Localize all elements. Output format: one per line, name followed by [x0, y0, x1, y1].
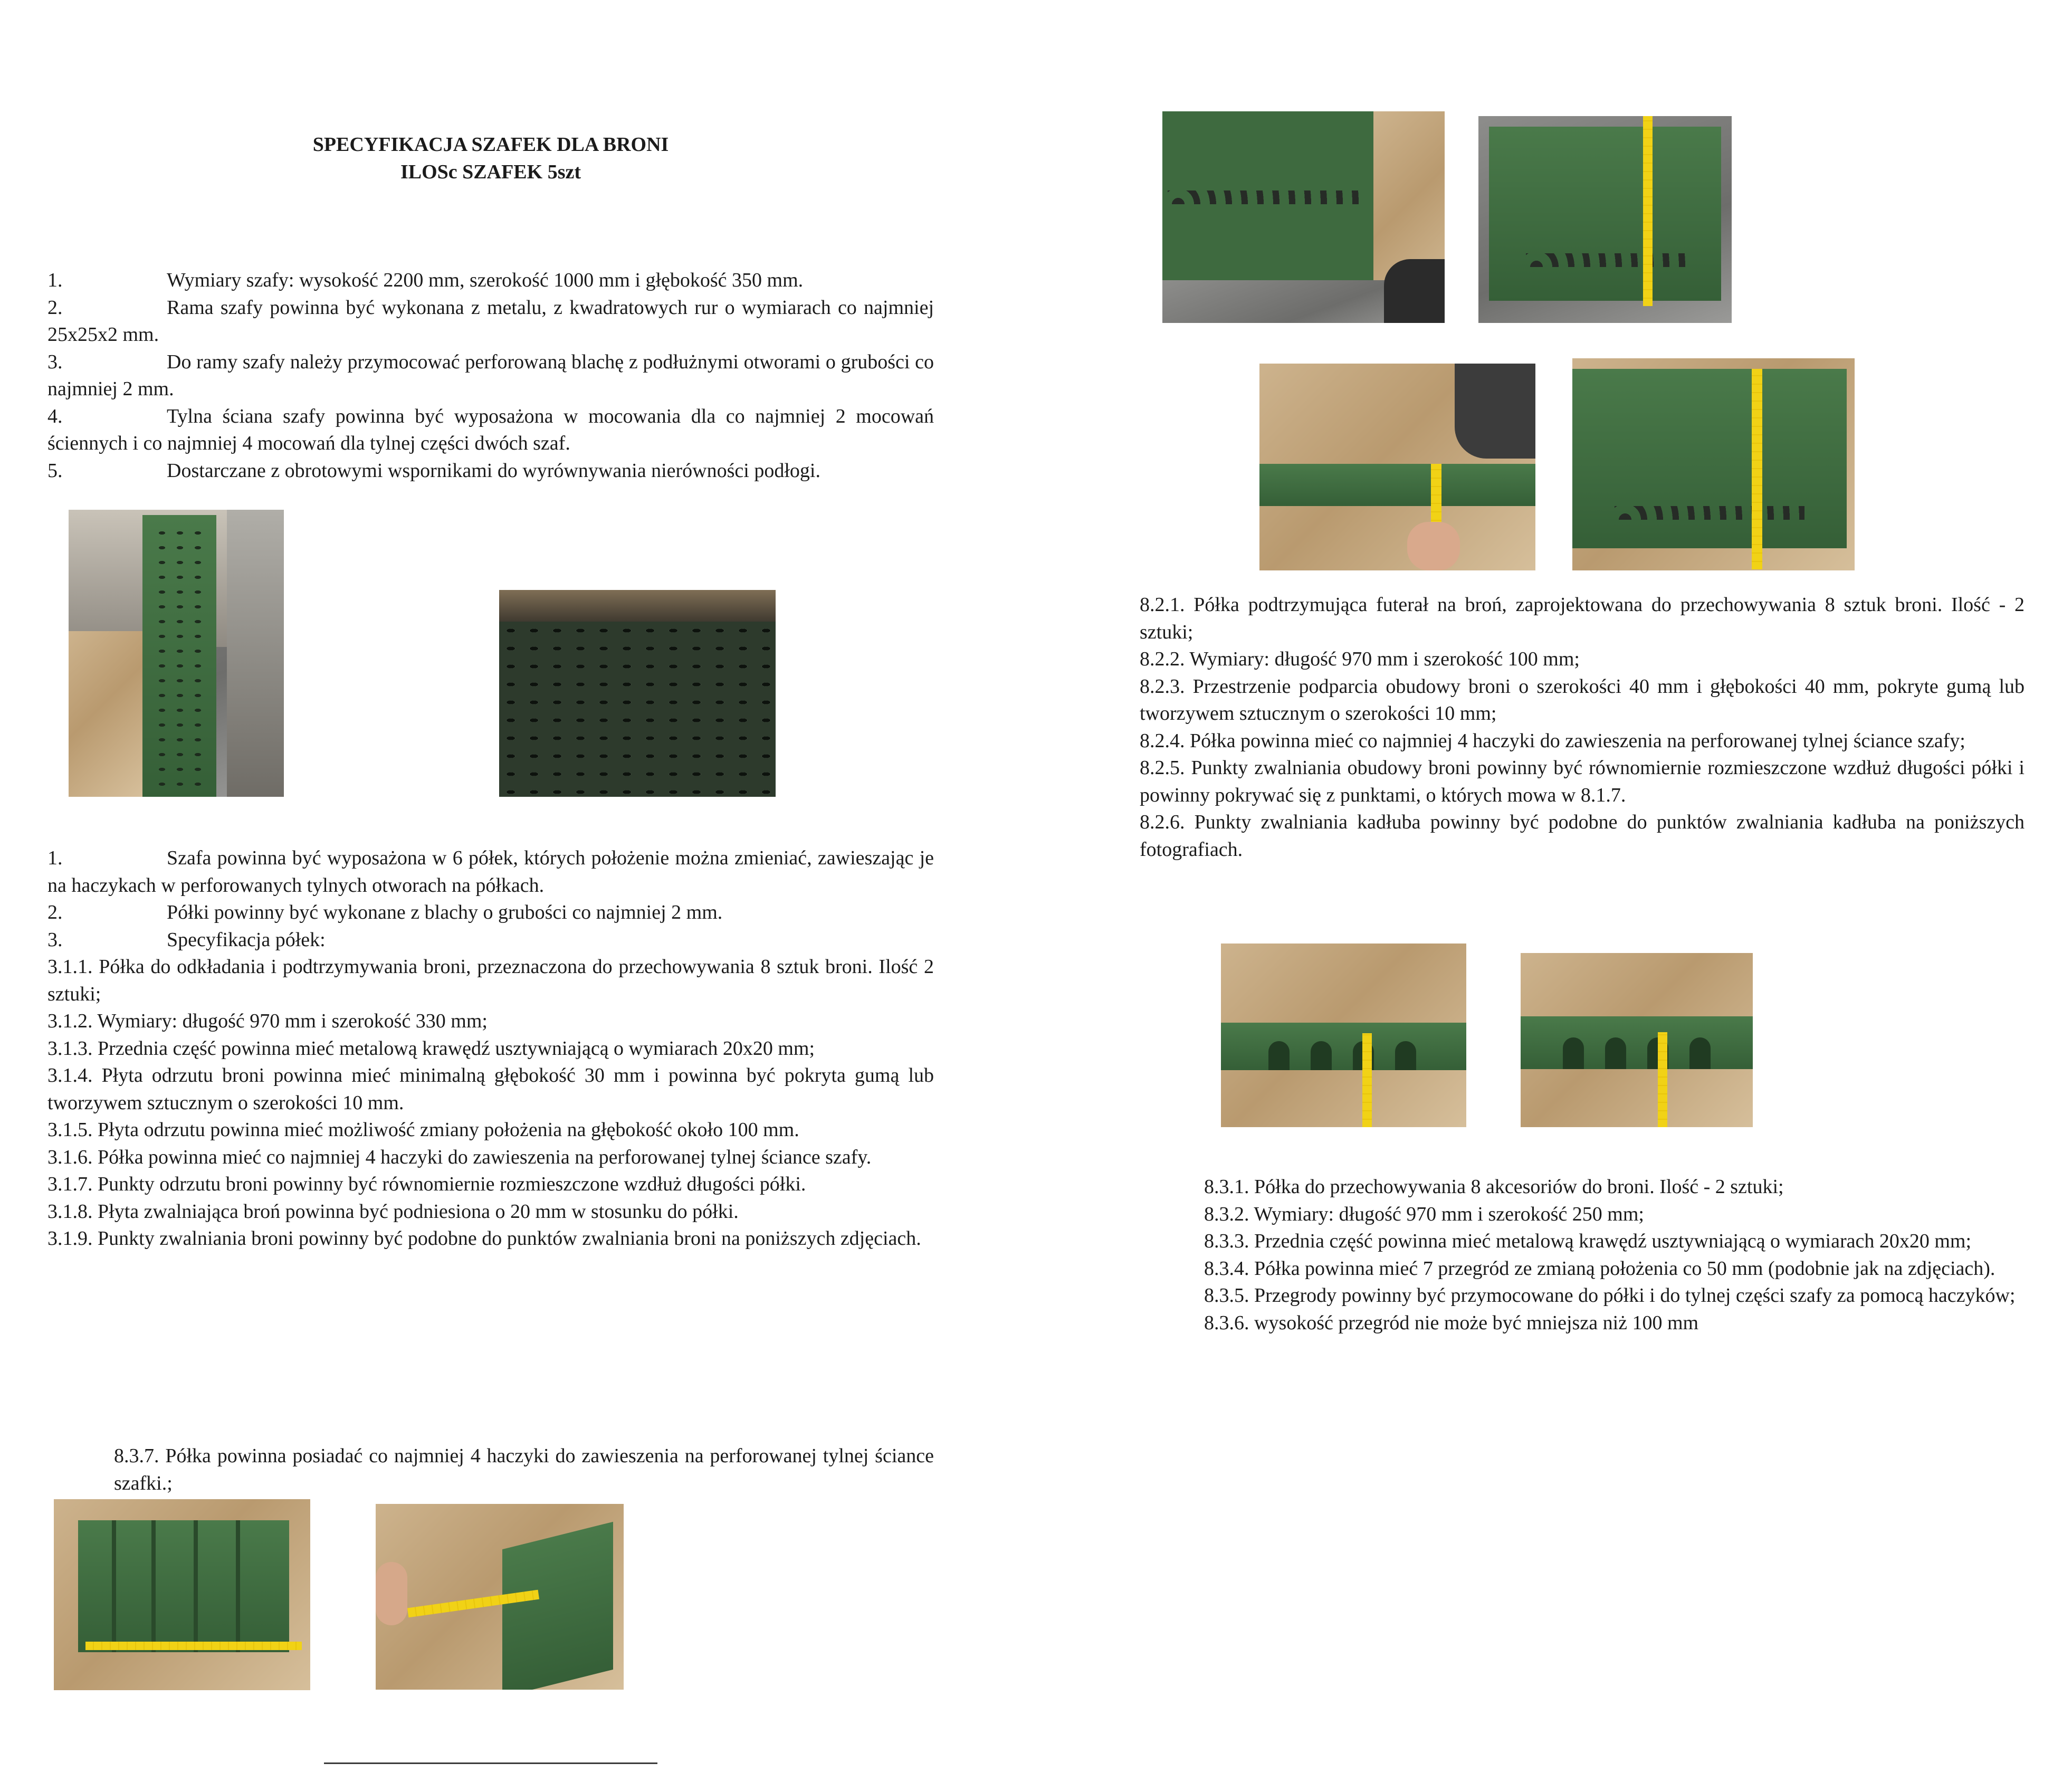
spec-item: 8.3.3. Przednia część powinna mieć metalową krawędź usztywniającą o wymiarach 20x20 mm;: [1204, 1230, 1972, 1252]
list-text: Tylna ściana szafy powinna być wyposażona w mocowania dla co najmniej 2 mocowań ściennych i co najmniej 4 mocowań dla tylnej części dwóch szaf.: [47, 405, 934, 454]
spec-item: 8.2.5. Punkty zwalniania obudowy broni powinny być równomiernie rozmieszczone wzdłuż długości półki i powinny pokrywać się z punktami, o których mowa w 8.1.7.: [1140, 757, 2025, 806]
case-shelf-photo-2: [1521, 953, 1753, 1127]
list-text: Do ramy szafy należy przymocować perforowaną blachę z podłużnymi otworami o grubości co najmniej 2 mm.: [47, 350, 934, 400]
cabinet-photo: [69, 510, 284, 797]
list-number: 2.: [47, 296, 63, 319]
list-text: Dostarczane z obrotowymi wspornikami do wyrównywania nierówności podłogi.: [167, 459, 820, 482]
list-item: [47, 403, 934, 458]
spec-item: 8.2.2. Wymiary: długość 970 mm i szerokość 100 mm;: [1140, 648, 1580, 670]
shelf-photo-1: [1162, 111, 1445, 323]
shelf-photo-3: [1259, 364, 1535, 570]
divided-shelf-photo: [54, 1499, 310, 1690]
list-text: Rama szafy powinna być wykonana z metalu, z kwadratowych rur o wymiarach co najmniej 25x25x2 mm.: [47, 296, 934, 346]
spec-item: 3.1.2. Wymiary: długość 970 mm i szerokość 330 mm;: [47, 1010, 488, 1032]
spec-item: 8.2.4. Półka powinna mieć co najmniej 4 haczyki do zawieszenia na perforowanej tylnej ściance szafy;: [1140, 729, 1965, 752]
spec-item: 8.3.4. Półka powinna mieć 7 przegród ze zmianą położenia co 50 mm (podobnie jak na zdjęciach).: [1204, 1257, 1995, 1280]
spec-item: 8.3.1. Półka do przechowywania 8 akcesoriów do broni. Ilość - 2 sztuki;: [1204, 1176, 1784, 1198]
list-item: [47, 294, 934, 349]
list-number: 3.: [47, 928, 63, 951]
accessory-shelf-spec: [1140, 1174, 2025, 1337]
spec-item: 3.1.7. Punkty odrzutu broni powinny być równomiernie rozmieszczone wzdłuż długości półki.: [47, 1173, 806, 1195]
list-number: 1.: [47, 847, 63, 869]
spec-item: 3.1.8. Płyta zwalniająca broń powinna być podniesiona o 20 mm w stosunku do półki.: [47, 1200, 739, 1223]
shelf-photo-2: [1478, 116, 1732, 323]
spec-item: 8.3.2. Wymiary: długość 970 mm i szerokość 250 mm;: [1204, 1203, 1644, 1225]
list-item: [47, 845, 934, 899]
list-text: Półki powinny być wykonane z blachy o grubości co najmniej 2 mm.: [167, 901, 723, 923]
spec-item: 3.1.9. Punkty zwalniania broni powinny być podobne do punktów zwalniania broni na poniższych zdjęciach.: [47, 1227, 921, 1250]
case-shelf-spec: [1140, 592, 2025, 863]
perforated-sheet-photo: [499, 590, 776, 797]
list-text: Specyfikacja półek:: [167, 928, 326, 951]
cabinet-requirements-list: [47, 267, 934, 484]
list-number: 4.: [47, 405, 63, 427]
list-item: [47, 899, 934, 927]
footnote-separator: [324, 1762, 657, 1764]
document-title: [47, 131, 934, 186]
shelf-requirements: [47, 845, 934, 1253]
list-number: 3.: [47, 350, 63, 373]
list-item: [47, 349, 934, 403]
spec-item: 3.1.4. Płyta odrzutu broni powinna mieć minimalną głębokość 30 mm i powinna być pokryta gumą lub tworzywem sztucznym o szerokości 10 mm.: [47, 1064, 934, 1114]
list-number: 1.: [47, 269, 63, 291]
spec-item-837: [47, 1443, 934, 1497]
spec-item: 3.1.5. Płyta odrzutu powinna mieć możliwość zmiany położenia na głębokość około 100 mm.: [47, 1119, 799, 1141]
spec-item: 8.3.6. wysokość przegród nie może być mniejsza niż 100 mm: [1204, 1311, 1699, 1334]
shelf-photo-4: [1572, 358, 1855, 570]
spec-item: 3.1.6. Półka powinna mieć co najmniej 4 haczyki do zawieszenia na perforowanej tylnej ściance szafy.: [47, 1146, 872, 1168]
list-number: 5.: [47, 459, 63, 482]
spec-item: 8.2.3. Przestrzenie podparcia obudowy broni o szerokości 40 mm i głębokości 40 mm, pokryte gumą lub tworzywem sztucznym o szerokości 10 mm;: [1140, 675, 2025, 725]
title-line-1: SPECYFIKACJA SZAFEK DLA BRONI: [312, 134, 669, 156]
list-item: [47, 927, 934, 954]
spec-item: 8.3.7. Półka powinna posiadać co najmniej 4 haczyki do zawieszenia na perforowanej tylnej ściance szafki.;: [114, 1445, 934, 1494]
spec-item: 8.2.1. Półka podtrzymująca futerał na broń, zaprojektowana do przechowywania 8 sztuk broni. Ilość - 2 sztuki;: [1140, 594, 2025, 643]
list-item: [47, 458, 934, 485]
list-item: [47, 267, 934, 294]
divider-measurement-photo: [376, 1504, 624, 1690]
case-shelf-photo-1: [1221, 944, 1466, 1127]
list-number: 2.: [47, 901, 63, 923]
list-text: Wymiary szafy: wysokość 2200 mm, szerokość 1000 mm i głębokość 350 mm.: [167, 269, 804, 291]
spec-item: 3.1.3. Przednia część powinna mieć metalową krawędź usztywniającą o wymiarach 20x20 mm;: [47, 1037, 815, 1060]
spec-item: 8.3.5. Przegrody powinny być przymocowane do półki i do tylnej części szafy za pomocą haczyków;: [1204, 1284, 2016, 1307]
title-line-2: ILOSc SZAFEK 5szt: [400, 161, 581, 183]
spec-item: 8.2.6. Punkty zwalniania kadłuba powinny być podobne do punktów zwalniania kadłuba na poniższych fotografiach.: [1140, 811, 2025, 861]
spec-item: 3.1.1. Półka do odkładania i podtrzymywania broni, przeznaczona do przechowywania 8 sztuk broni. Ilość 2 sztuki;: [47, 956, 934, 1005]
list-text: Szafa powinna być wyposażona w 6 półek, których położenie można zmieniać, zawieszając je na haczykach w perforowanych tylnych otworach na półkach.: [47, 847, 934, 897]
